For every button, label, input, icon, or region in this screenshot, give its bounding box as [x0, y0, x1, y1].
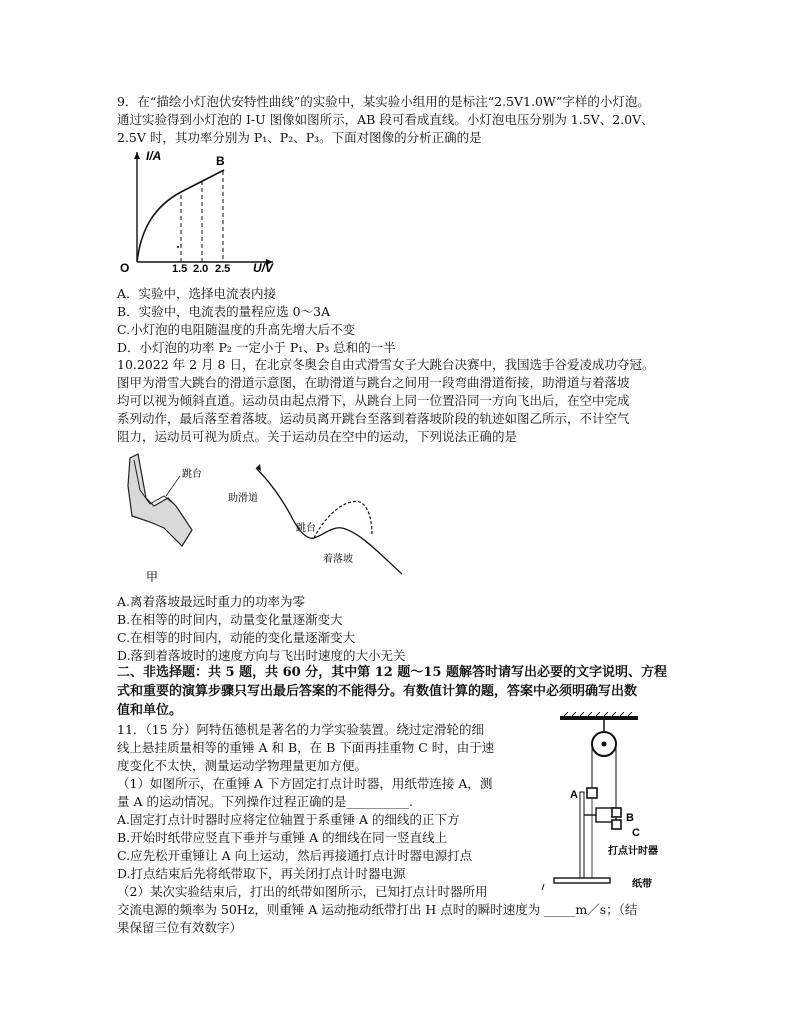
stand-pole	[580, 792, 584, 880]
tick-2-0: 2.0	[193, 263, 209, 275]
q10-option-a: A.离着落坡最远时重力的功率为零	[117, 594, 306, 609]
iu-graph-figure	[115, 148, 275, 276]
tick-1-5: 1.5	[172, 263, 188, 275]
weight-c	[612, 820, 621, 829]
q10-line-5: 阻力，运动员可视为质点。关于运动员在空中的运动，下列说法正确的是	[117, 429, 518, 444]
label-b: B	[626, 812, 634, 824]
q11-line-3: 度变化不太快，测量运动学物理量更加方便。	[117, 758, 368, 773]
q11-part2-line-2: 交流电源的频率为 50Hz，则重锤 A 运动拖动纸带打出 H 点时的瞬时速度为 _____m／s；（结	[117, 902, 638, 917]
q10-option-d: D.落到着落坡时的速度方向与飞出时速度的大小无关	[117, 648, 406, 663]
q9-line-3: 2.5V 时，其功率分别为 P₁、P₂、P₃。下面对图像的分析正确的是	[117, 130, 482, 145]
section2-line-3: 值和单位。	[117, 703, 183, 718]
weight-a	[587, 788, 597, 798]
x-axis-label: U/V	[253, 261, 274, 275]
label-zhuhuadao: 助滑道	[228, 493, 258, 504]
weight-b	[612, 808, 621, 817]
slope-shape	[128, 454, 192, 546]
q11-part2-line-1: （2）某次实验结束后，打出的纸带如图所示，已知打点计时器所用	[117, 884, 488, 899]
q11-line-5: 量 A 的运动情况。下列操作过程正确的是__________.	[117, 794, 413, 809]
q10-line-3: 均可以视为倾斜直道。运动员由起点滑下，从跳台上同一位置沿同一方向飞出后，在空中完成	[117, 393, 630, 408]
label-zhuoluopo: 着落坡	[323, 554, 353, 565]
atwood-machine-figure	[540, 712, 670, 894]
ceiling	[560, 716, 638, 720]
label-tiaotai-2: 跳台	[296, 523, 316, 534]
q11-line-2: 线上悬挂质量相等的重锤 A 和 B，在 B 下面再挂重物 C 时，由于速	[117, 740, 495, 755]
q9-option-a: A．实验中，选择电流表内接	[117, 286, 277, 301]
q11-option-a: A.固定打点计时器时应将定位轴置于系重锤 A 的细线的正下方	[117, 812, 460, 827]
q10-option-b: B.在相等的时间内，动量变化量逐渐变大	[117, 612, 343, 627]
point-b-label: B	[216, 154, 225, 168]
q11-option-d: D.打点结束后先将纸带取下，再关闭打点计时器电源	[117, 866, 406, 881]
tick-2-5: 2.5	[215, 263, 231, 275]
q9-line-1: 9．在“描绘小灯泡伏安特性曲线”的实验中，某实验小组用的是标注“2.5V1.0W”字样的小灯泡。	[117, 94, 650, 109]
label-a: A	[570, 789, 578, 801]
point-a-dot	[177, 246, 179, 248]
label-jia: 甲	[146, 570, 159, 584]
q11-option-c: C.应先松开重锤让 A 向上运动，然后再接通打点计时器电源打点	[117, 848, 473, 863]
label-tiaotai: 跳台	[182, 469, 202, 480]
q10-line-2: 图甲为滑雪大跳台的滑道示意图，在助滑道与跳台之间用一段弯曲滑道衔接，助滑道与着落坡	[117, 375, 630, 390]
q9-option-b: B．实验中，电流表的量程应选 0～3A	[117, 304, 331, 319]
q11-line-4: （1）如图所示，在重锤 A 下方固定打点计时器，用纸带连接 A，测	[117, 776, 493, 791]
label-timer: 打点计时器	[608, 846, 658, 857]
section2-line-1: 二、非选择题：共 5 题，共 60 分，其中第 12 题～15 题解答时请写出必要的文字说明、方程	[117, 665, 667, 680]
q10-line-4: 系列动作，最后落至着落坡。运动员离开跳台至落到着落坡阶段的轨迹如图乙所示，不计空气	[117, 411, 630, 426]
label-c: C	[632, 827, 640, 839]
section2-line-2: 式和重要的演算步骤只写出最后答案的不能得分。有数值计算的题，答案中必须明确写出数	[117, 684, 638, 699]
base-tick	[542, 884, 544, 890]
origin-label: O	[120, 261, 130, 275]
tiaotai-pointer	[166, 476, 180, 496]
y-axis-label: I/A	[146, 149, 162, 163]
stand-base	[554, 878, 610, 883]
label-tape: 纸带	[632, 879, 652, 890]
flight-trajectory	[314, 501, 372, 538]
ski-jump-figure	[120, 446, 420, 591]
q11-option-b: B.开始时纸带应竖直下垂并与重锤 A 的细线在同一竖直线上	[117, 830, 448, 845]
pulley-axle	[602, 742, 607, 747]
q11-line-1: 11．（15 分）阿特伍德机是著名的力学实验装置。绕过定滑轮的细	[117, 722, 485, 737]
y-axis-arrow	[134, 152, 140, 159]
q11-part2-line-3: 果保留三位有效数字）	[117, 920, 243, 935]
q10-line-1: 10.2022 年 2 月 8 日，在北京冬奥会自由式滑雪女子大跳台决赛中，我国选手谷爱凌成功夺冠。	[117, 357, 655, 372]
q9-option-d: D．小灯泡的功率 P₂ 一定小于 P₁、P₃ 总和的一半	[117, 340, 396, 355]
q9-line-2: 通过实验得到小灯泡的 I-U 图像如图所示，AB 段可看成直线。小灯泡电压分别为 1.5V、2.0V、	[117, 112, 654, 127]
q10-option-c: C.在相等的时间内，动能的变化量逐渐变大	[117, 630, 356, 645]
q9-option-c: C.小灯泡的电阻随温度的升高先增大后不变	[117, 322, 356, 337]
